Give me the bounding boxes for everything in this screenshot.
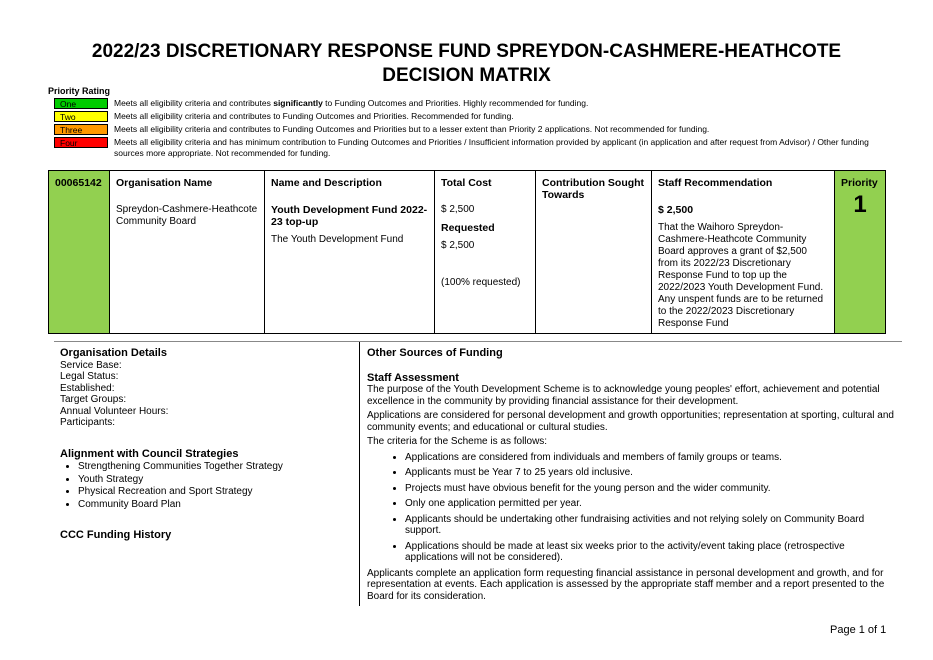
org-field: Participants: bbox=[60, 417, 116, 428]
priority-swatch-three: Three bbox=[54, 124, 108, 135]
organisation-name: Spreydon-Cashmere-Heathcote Community Board bbox=[116, 204, 258, 227]
organisation-header: Organisation Name bbox=[116, 177, 213, 189]
title-line-2: DECISION MATRIX bbox=[382, 65, 551, 86]
org-field: Legal Status: bbox=[60, 371, 119, 382]
priority-text-one: Meets all eligibility criteria and contributes significantly to Funding Outcomes and Priorities. Highly recommended for funding. bbox=[114, 98, 589, 108]
priority-rating-label: Priority Rating bbox=[48, 86, 111, 96]
list-item: • Applicants should be undertaking other fundraising activities and not relying solely on Community Board support. bbox=[405, 514, 895, 537]
description-text: The Youth Development Fund bbox=[271, 234, 404, 245]
list-item: • Strengthening Communities Together Strategy bbox=[78, 461, 355, 473]
contribution-header: Contribution Sought Towards bbox=[542, 177, 645, 201]
org-field: Established: bbox=[60, 382, 115, 394]
list-item: • Community Board Plan bbox=[78, 499, 355, 511]
requested-label: Requested bbox=[441, 222, 495, 234]
staff-recommendation-amount: $ 2,500 bbox=[658, 204, 694, 216]
priority-cell bbox=[834, 171, 885, 333]
description-title: Youth Development Fund 2022-23 top-up bbox=[271, 204, 428, 228]
list-item: • Physical Recreation and Sport Strategy bbox=[78, 486, 355, 498]
cost-header: Total Cost bbox=[441, 177, 492, 189]
list-item: • Youth Strategy bbox=[78, 474, 355, 486]
list-item: • Applications should be made at least six weeks prior to the activity/event taking place (retrospective applications will not be considered). bbox=[405, 541, 895, 564]
contribution-cell bbox=[535, 171, 651, 333]
page-title bbox=[0, 40, 933, 88]
organisation-cell bbox=[109, 171, 264, 333]
assessment-paragraph: Applications are considered for personal development and growth opportunities; representation at sporting, cultural and community events; and educational or cultural studies. bbox=[367, 410, 894, 433]
list-item: • Applications are considered from individuals and members of family groups or teams. bbox=[405, 452, 895, 464]
org-field: Annual Volunteer Hours: bbox=[60, 405, 169, 417]
section-divider-vertical bbox=[359, 342, 360, 606]
priority-swatch-four: Four bbox=[54, 137, 108, 148]
section-divider-horizontal bbox=[54, 341, 902, 342]
priority-header: Priority bbox=[841, 177, 878, 189]
requested-amount: $ 2,500 bbox=[441, 240, 475, 251]
other-sources-heading: Other Sources of Funding bbox=[367, 347, 503, 359]
list-item: • Projects must have obvious benefit for the young person and the wider community. bbox=[405, 483, 895, 495]
strategy-list bbox=[60, 461, 355, 510]
alignment-heading: Alignment with Council Strategies bbox=[60, 447, 239, 460]
left-column bbox=[60, 348, 355, 542]
decision-matrix bbox=[48, 170, 886, 334]
org-field: Target Groups: bbox=[60, 394, 127, 405]
priority-value: 1 bbox=[853, 191, 867, 218]
priority-swatch-two: Two bbox=[54, 111, 108, 122]
total-cost: $ 2,500 bbox=[441, 204, 475, 215]
cost-cell bbox=[434, 171, 535, 333]
ccc-history-heading: CCC Funding History bbox=[60, 529, 172, 541]
page-number: Page 1 of 1 bbox=[830, 624, 887, 636]
assessment-paragraph: The criteria for the Scheme is as follows: bbox=[367, 436, 548, 447]
priority-text-two: Meets all eligibility criteria and contributes to Funding Outcomes and Priorities. Recommended for funding. bbox=[114, 111, 514, 121]
org-details-heading: Organisation Details bbox=[60, 347, 167, 359]
org-field: Service Base: bbox=[60, 359, 122, 371]
title-line-1: 2022/23 DISCRETIONARY RESPONSE FUND SPREYDON-CASHMERE-HEATHCOTE bbox=[91, 41, 842, 62]
requested-percent: (100% requested) bbox=[441, 277, 521, 288]
list-item: • Applicants must be Year 7 to 25 years old inclusive. bbox=[405, 467, 895, 479]
staff-recommendation-text: That the Waihoro Spreydon-Cashmere-Heathcote Community Board approves a grant of $2,500 from its 2022/23 Discretionary Response Fund to top up the 2022/2023 Youth Development Fund. Any unspent funds are to be returned to the 2022/2023 Discretionary Response Fund bbox=[658, 222, 824, 329]
assessment-paragraph: Applicants complete an application form requesting financial assistance in personal development and growth, and for representation at events. Each application is assessed by the appropriate staff member and a report presented to the Board for its consideration. bbox=[367, 567, 885, 602]
priority-text-four: Meets all eligibility criteria and has minimum contribution to Funding Outcomes and Priorities / Insufficient information provided by applicant (in application and after request from Advisor) / Other funding sources more appropriate. Not recommended for funding. bbox=[114, 137, 869, 158]
right-column bbox=[367, 348, 895, 602]
application-id-cell bbox=[49, 171, 109, 333]
description-header: Name and Description bbox=[271, 177, 382, 189]
priority-swatch-one: One bbox=[54, 98, 108, 109]
staff-recommendation-cell bbox=[651, 171, 834, 333]
description-cell bbox=[264, 171, 434, 333]
application-id: 00065142 bbox=[55, 177, 102, 189]
list-item: • Only one application permitted per year. bbox=[405, 498, 895, 510]
assessment-paragraph: The purpose of the Youth Development Scheme is to acknowledge young peoples' effort, achievement and potential excellence in the community by providing financial assistance for their development. bbox=[367, 384, 880, 407]
staff-recommendation-header: Staff Recommendation bbox=[658, 177, 773, 189]
priority-text-three: Meets all eligibility criteria and contributes to Funding Outcomes and Priorities but to a lesser extent than Priority 2 applications. Not recommended for funding. bbox=[114, 124, 710, 134]
staff-assessment-heading: Staff Assessment bbox=[367, 371, 459, 384]
criteria-list bbox=[367, 452, 895, 564]
